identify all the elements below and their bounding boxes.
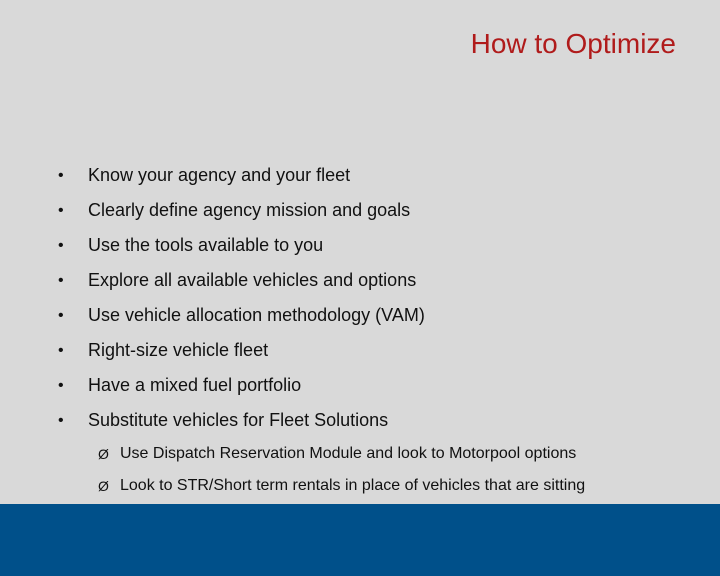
bullet-icon: • — [58, 201, 64, 219]
bullet-text: Substitute vehicles for Fleet Solutions — [88, 410, 389, 430]
bullet-icon: • — [58, 411, 64, 429]
bullet-item — [58, 403, 698, 438]
bullet-text: Have a mixed fuel portfolio — [88, 375, 302, 395]
bullet-icon: • — [58, 341, 64, 359]
bullet-text: Clearly define agency mission and goals — [88, 200, 411, 220]
slide-title: How to Optimize — [470, 28, 676, 59]
bullet-icon: • — [58, 376, 64, 394]
sub-bullet-text: Look to STR/Short term rentals in place of vehicles that are sitting — [120, 477, 586, 494]
bullet-item — [58, 333, 698, 368]
bullet-icon: • — [58, 236, 64, 254]
footer-bar — [0, 504, 720, 576]
sub-bullet-item — [58, 438, 698, 470]
bullet-item — [58, 368, 698, 403]
bullet-item — [58, 228, 698, 263]
bullet-icon: • — [58, 166, 64, 184]
sub-bullet-text: Use Dispatch Reservation Module and look to Motorpool options — [120, 445, 577, 462]
bullet-text: Know your agency and your fleet — [88, 165, 351, 185]
bullet-list — [58, 158, 698, 502]
bullet-icon: • — [58, 271, 64, 289]
bullet-text: Use vehicle allocation methodology (VAM) — [88, 305, 425, 325]
bullet-text: Use the tools available to you — [88, 235, 324, 255]
bullet-text: Explore all available vehicles and options — [88, 270, 417, 290]
bullet-item — [58, 263, 698, 298]
bullet-item — [58, 158, 698, 193]
bullet-icon: • — [58, 306, 64, 324]
arrow-bullet-icon: Ø — [98, 478, 109, 494]
bullet-item — [58, 298, 698, 333]
arrow-bullet-icon: Ø — [98, 446, 109, 462]
bullet-text: Right-size vehicle fleet — [88, 340, 269, 360]
sub-bullet-item — [58, 470, 698, 502]
bullet-item — [58, 193, 698, 228]
